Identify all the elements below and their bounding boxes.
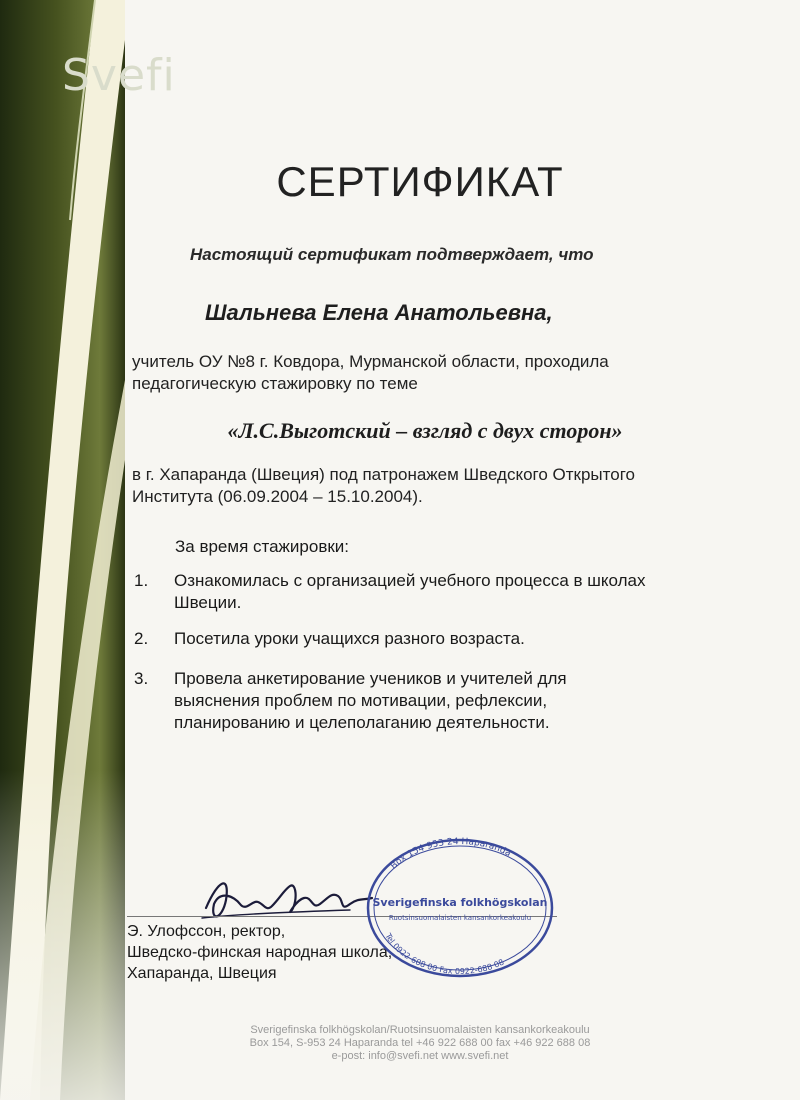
list-item-number: 1. [134,571,149,590]
footer-line: e-post: info@svefi.net www.svefi.net [331,1050,509,1062]
paragraph-line: педагогическую стажировку по теме [132,374,418,393]
signer-line: Шведско-финская народная школа, [127,944,393,961]
position-paragraph [132,351,752,395]
list-item-line: Ознакомилась с организацией учебного процесса в школах [174,571,646,590]
list-item-line: Швеции. [174,593,242,612]
footer-line: Box 154, S-953 24 Haparanda tel +46 922 688 00 fax +46 922 688 08 [249,1037,591,1049]
list-item-line: Посетила уроки учащихся разного возраста. [174,629,525,648]
signer-block [127,921,392,984]
list-item-number: 3. [134,669,149,688]
paragraph-line: Института (06.09.2004 – 15.10.2004). [132,487,423,506]
stamp-bottom-arc: Tel 0922-688 00 Fax 0922-688 08 [383,931,506,977]
school-stamp [360,828,560,978]
footer-line: Sverigefinska folkhögskolan/Ruotsinsuomalaisten kansankorkeakoulu [250,1024,590,1036]
stamp-name: Sverigefinska folkhögskolan [372,896,548,909]
paragraph-line: учитель ОУ №8 г. Ковдора, Мурманской области, проходила [132,352,609,371]
certificate-title: СЕРТИФИКАТ [276,158,564,205]
intro-text: Настоящий сертификат подтверждает, что [190,245,594,264]
location-paragraph [132,464,752,508]
stamp-name-finnish: Ruotsinsuomalaisten kansankorkeakoulu [388,914,532,922]
list-item [134,668,694,734]
internship-topic: «Л.С.Выготский – взгляд с двух сторон» [227,418,623,443]
during-label: За время стажировки: [175,537,350,556]
list-item-line: планированию и целеполаганию деятельности. [174,713,550,732]
list-item-line: Провела анкетирование учеников и учителей для [174,669,567,688]
svefi-logo: Svefi [62,50,176,101]
list-item [134,628,694,650]
paragraph-line: в г. Хапаранда (Швеция) под патронажем Шведского Открытого [132,465,635,484]
stamp-top-arc: Box 154 953 24 Haparanda [388,836,513,872]
handwritten-signature [200,860,380,930]
signer-line: Э. Улофссон, ректор, [127,923,286,940]
list-item [134,570,694,614]
list-item-line: выяснения проблем по мотивации, рефлексии, [174,691,548,710]
achievements-list [134,570,694,734]
recipient-name: Шальнева Елена Анатольевна, [205,300,553,325]
signer-line: Хапаранда, Швеция [127,965,277,982]
list-item-number: 2. [134,629,149,648]
footer [180,1024,660,1063]
